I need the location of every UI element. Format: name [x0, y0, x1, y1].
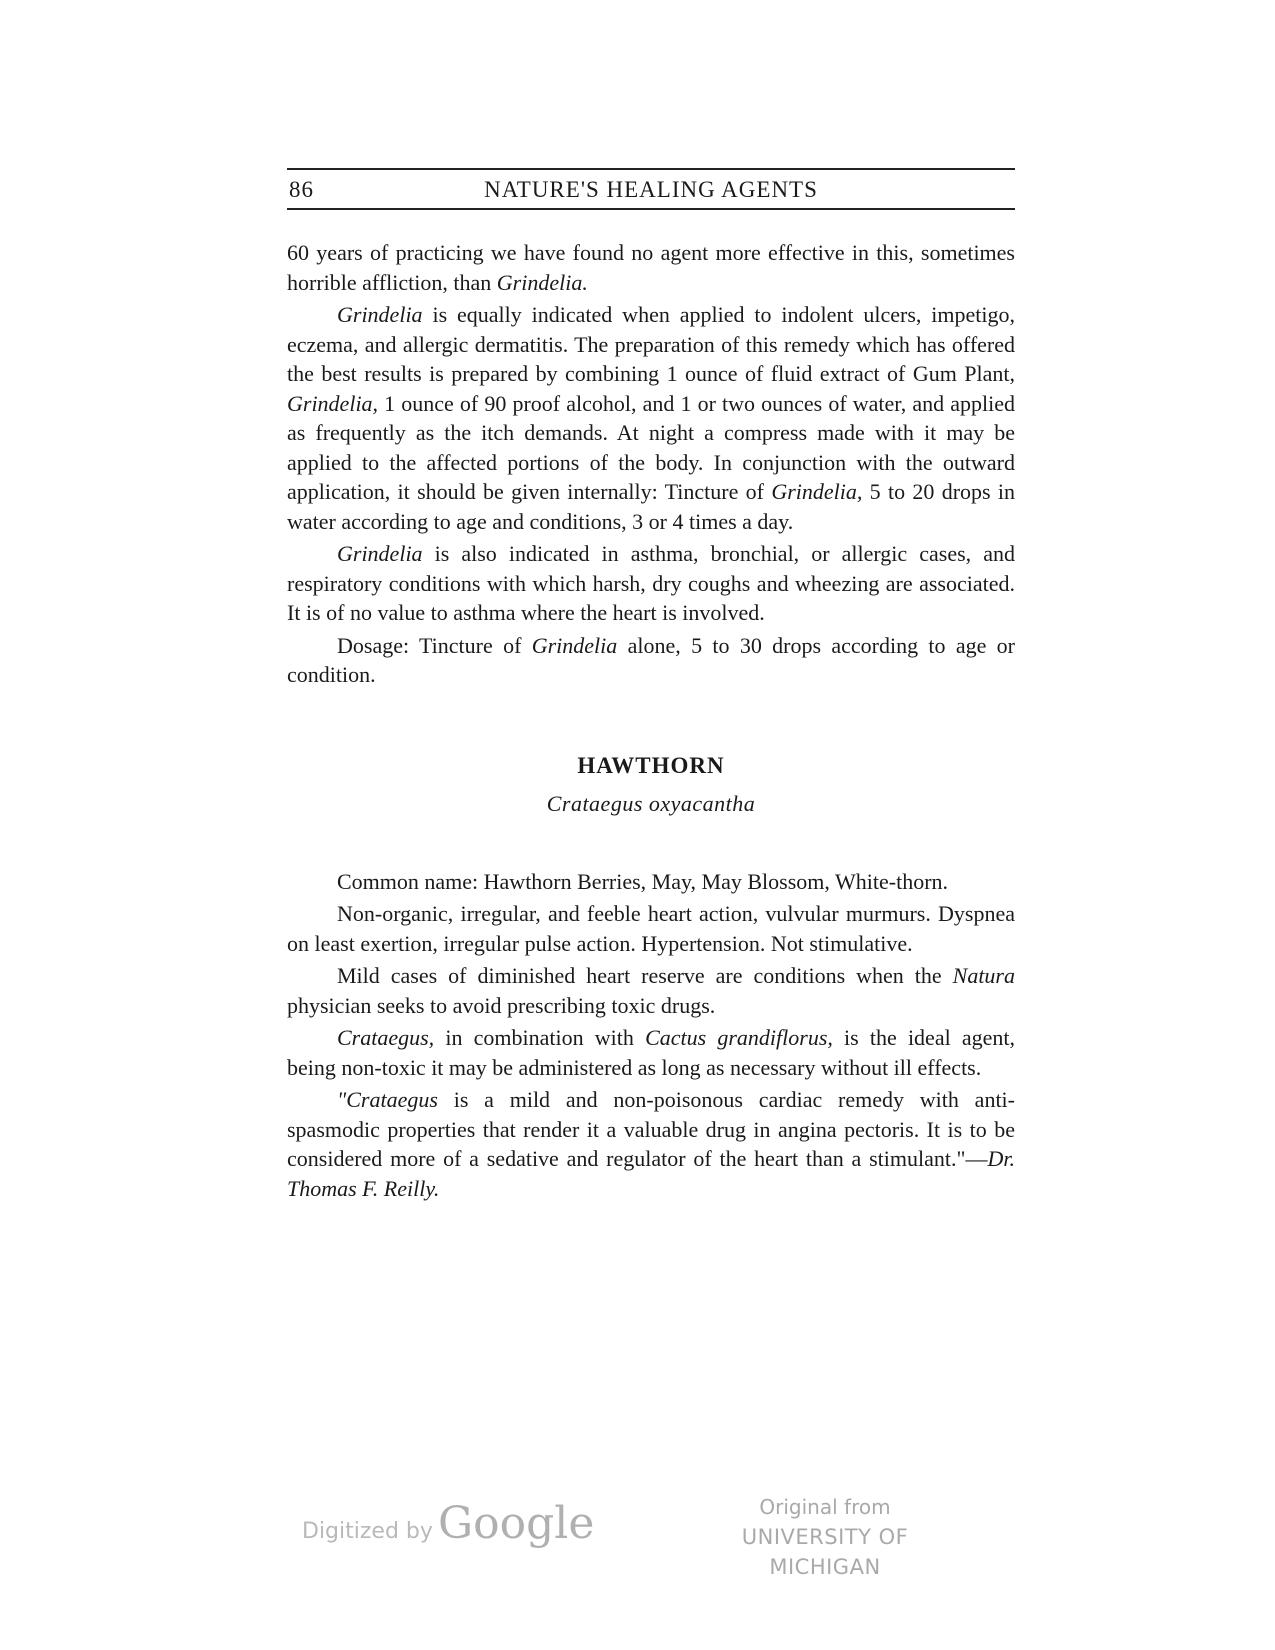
running-title: NATURE'S HEALING AGENTS — [484, 177, 818, 202]
digitized-by-google-watermark — [302, 1498, 594, 1549]
book-page — [287, 168, 1015, 1206]
italic-term: Grindelia — [337, 541, 423, 566]
paragraph: Common name: Hawthorn Berries, May, May Blossom, White-thorn. — [337, 868, 949, 894]
italic-term: Dr. Thomas F. Reilly. — [287, 1146, 1015, 1201]
paragraph: Mild cases of diminished heart reserve are conditions when the Natura physician seeks to avoid prescribing toxic drugs. — [287, 963, 1015, 1018]
italic-term: Natura — [952, 963, 1015, 988]
paragraph: Dosage: Tincture of Grindelia alone, 5 to 30 drops according to age or condition. — [287, 632, 1016, 687]
italic-term: Grindelia. — [496, 269, 588, 295]
grindelia-section — [287, 238, 1015, 690]
italic-term: Cactus grandiflorus, — [645, 1025, 833, 1050]
original-from-text: Original from — [759, 1495, 891, 1519]
section-subtitle: Crataegus oxyacantha — [546, 790, 756, 816]
page-body — [287, 238, 1015, 1203]
digitized-by-text: Digitized by — [302, 1519, 433, 1544]
italic-term: Grindelia — [531, 632, 618, 658]
italic-term: "Crataegus — [337, 1087, 438, 1112]
section-title: HAWTHORN — [577, 752, 725, 778]
paragraph: Crataegus, in combination with Cactus grandiflorus, is the ideal agent, being non-toxic it may be administered as long as necessary without ill effects. — [287, 1025, 1016, 1080]
italic-term: Grindelia, — [287, 390, 379, 416]
paragraph: Non-organic, irregular, and feeble heart action, vulvular murmurs. Dyspnea on least exertion, irregular pulse action. Hypertension. Not stimulative. — [287, 901, 1015, 956]
google-logo: Google — [438, 1498, 595, 1549]
page-header — [287, 168, 1015, 210]
italic-term: Grindelia — [337, 302, 423, 327]
italic-term: Crataegus, — [337, 1025, 435, 1050]
paragraph: 60 years of practicing we have found no agent more effective in this, sometimes horrible affliction, than Grindelia. — [287, 240, 1015, 295]
paragraph: Grindelia is equally indicated when applied to indolent ulcers, impetigo, eczema, and allergic dermatitis. The preparation of this remedy which has offered the best results is prepared by combining 1 ounce of fluid extract of Gum Plant, Grindelia, 1 ounce of 90 proof alcohol, and 1 or two ounces of water, and applied as frequently as the itch demands. At night a compress made with it may be applied to the affected portions of the body. In conjunction with the outward application, it should be given internally: Tincture of Grindelia, 5 to 20 drops in water according to age and conditions, 3 or 4 times a day. — [287, 302, 1016, 534]
hawthorn-section — [287, 867, 1015, 1204]
original-from-watermark — [690, 1492, 960, 1582]
italic-term: Grindelia, — [771, 479, 863, 504]
institution-name: UNIVERSITY OF MICHIGAN — [741, 1525, 909, 1579]
paragraph: Grindelia is also indicated in asthma, bronchial, or allergic cases, and respiratory conditions with which harsh, dry coughs and wheezing are associated. It is of no value to asthma where the heart is involved. — [287, 541, 1015, 625]
paragraph: "Crataegus is a mild and non-poisonous cardiac remedy with anti-spasmodic properties that render it a valuable drug in angina pectoris. It is to be considered more of a sedative and regulator of the heart than a stimulant."—Dr. Thomas F. Reilly. — [287, 1087, 1015, 1201]
page-number: 86 — [289, 177, 314, 202]
